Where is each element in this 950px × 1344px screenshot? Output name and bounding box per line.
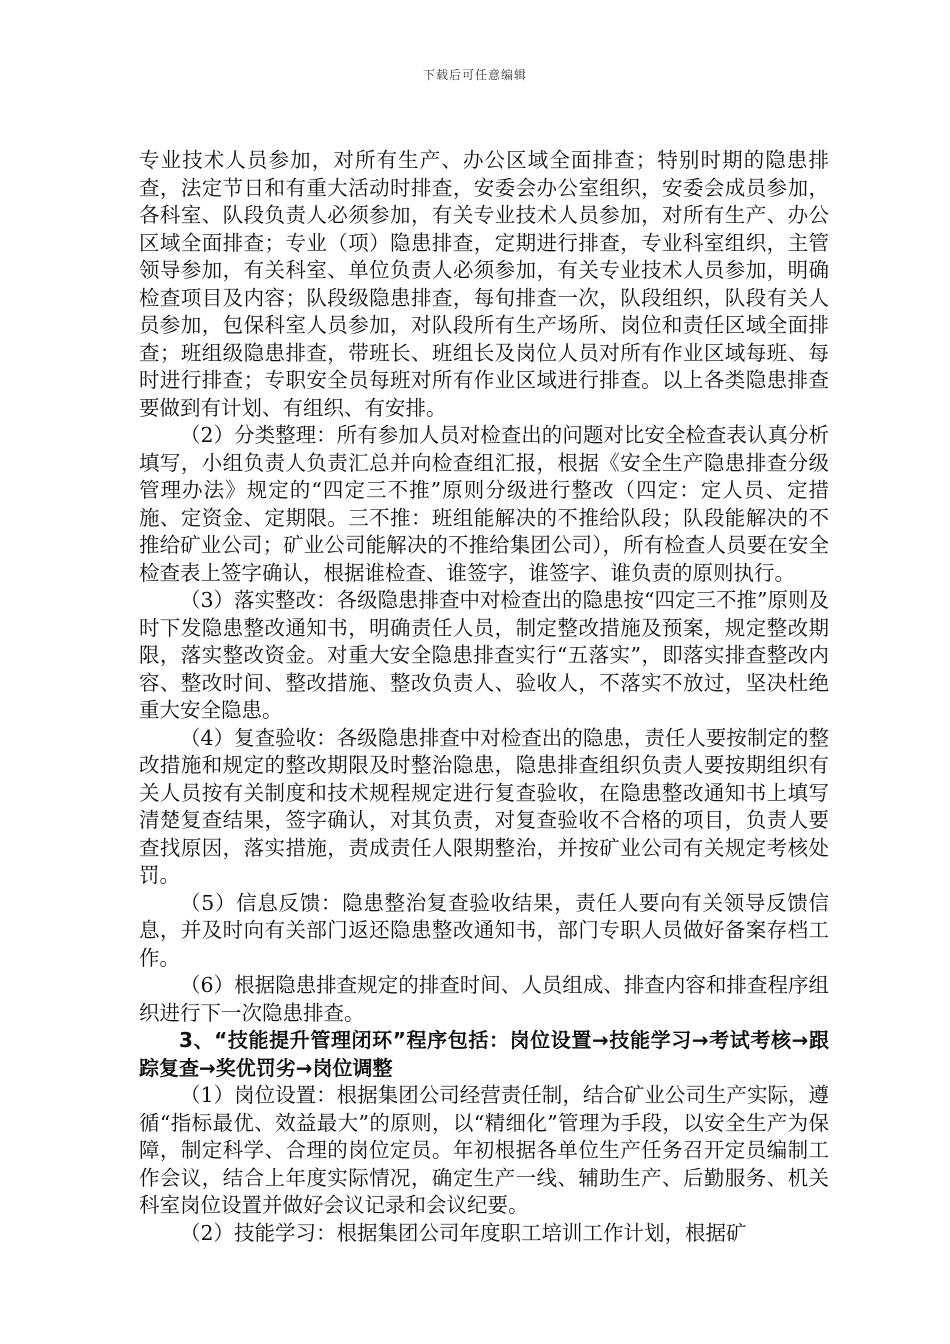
- paragraph-classification: （2）分类整理：所有参加人员对检查出的问题对比安全检查表认真分析填写，小组负责人负责汇总并向检查组汇报，根据《安全生产隐患排查分级管理办法》规定的“四定三不推”原则分级进行整改（四定：定人员、定措施、定资金、定期限。三不推：班组能解决的不推给队段；队段能解决的不推给矿业公司；矿业公司能解决的不推给集团公司），所有检查人员要在安全检查表上签字确认，根据谁检查、谁签字，谁签字、谁负责的原则执行。: [139, 423, 829, 585]
- paragraph-review-acceptance: （4）复查验收：各级隐患排查中对检查出的隐患，责任人要按制定的整改措施和规定的整改期限及时整治隐患，隐患排查组织负责人要按期组织有关人员按有关制度和技术规程规定进行复查验收，在隐患整改通知书上填写清楚复查结果，签字确认，对其负责，对复查验收不合格的项目，负责人要查找原因，落实措施，责成责任人限期整治，并按矿业公司有关规定考核处罚。: [139, 725, 829, 887]
- paragraph-skill-learning: （2）技能学习：根据集团公司年度职工培训工作计划，根据矿: [180, 1220, 747, 1245]
- document-body: [139, 147, 829, 1247]
- page-header: 下载后可任意编辑: [422, 68, 527, 82]
- paragraph-intro: 专业技术人员参加，对所有生产、办公区域全面排查；特别时期的隐患排查，法定节日和有重大活动时排查，安委会办公室组织，安委会成员参加，各科室、队段负责人必须参加，有关专业技术人员参加，对所有生产、办公区域全面排查；专业（项）隐患排查，定期进行排查，专业科室组织，主管领导参加，有关科室、单位负责人必须参加，有关专业技术人员参加，明确检查项目及内容；队段级隐患排查，每旬排查一次，队段组织，队段有关人员参加，包保科室人员参加，对队段所有生产场所、岗位和责任区域全面排查；班组级隐患排查，带班长、班组长及岗位人员对所有作业区域每班、每时进行排查；专职安全员每班对所有作业区域进行排查。以上各类隐患排查要做到有计划、有组织、有安排。: [139, 148, 829, 420]
- paragraph-next-inspection: （6）根据隐患排查规定的排查时间、人员组成、排查内容和排查程序组织进行下一次隐患排查。: [139, 973, 829, 1025]
- paragraph-feedback: （5）信息反馈：隐患整治复查验收结果，责任人要向有关领导反馈信息，并及时向有关部门返还隐患整改通知书，部门专职人员做好备案存档工作。: [139, 890, 829, 970]
- section-heading-skill-loop: 3、“技能提升管理闭环”程序包括：岗位设置→技能学习→考试考核→跟踪复查→奖优罚劣→岗位调整: [139, 1028, 829, 1080]
- paragraph-rectification: （3）落实整改：各级隐患排查中对检查出的隐患按“四定三不推”原则及时下发隐患整改通知书，明确责任人员，制定整改措施及预案，规定整改期限，落实整改资金。对重大安全隐患排查实行“五落实”，即落实排查整改内容、整改时间、整改措施、整改负责人、验收人，不落实不放过，坚决杜绝重大安全隐患。: [139, 588, 830, 722]
- paragraph-post-setting: （1）岗位设置：根据集团公司经营责任制，结合矿业公司生产实际，遵循“指标最优、效益最大”的原则，以“精细化”管理为手段，以安全生产为保障，制定科学、合理的岗位定员。年初根据各单位生产任务召开定员编制工作会议，结合上年度实际情况，确定生产一线、辅助生产、后勤服务、机关科室岗位设置并做好会议记录和会议纪要。: [139, 1083, 829, 1217]
